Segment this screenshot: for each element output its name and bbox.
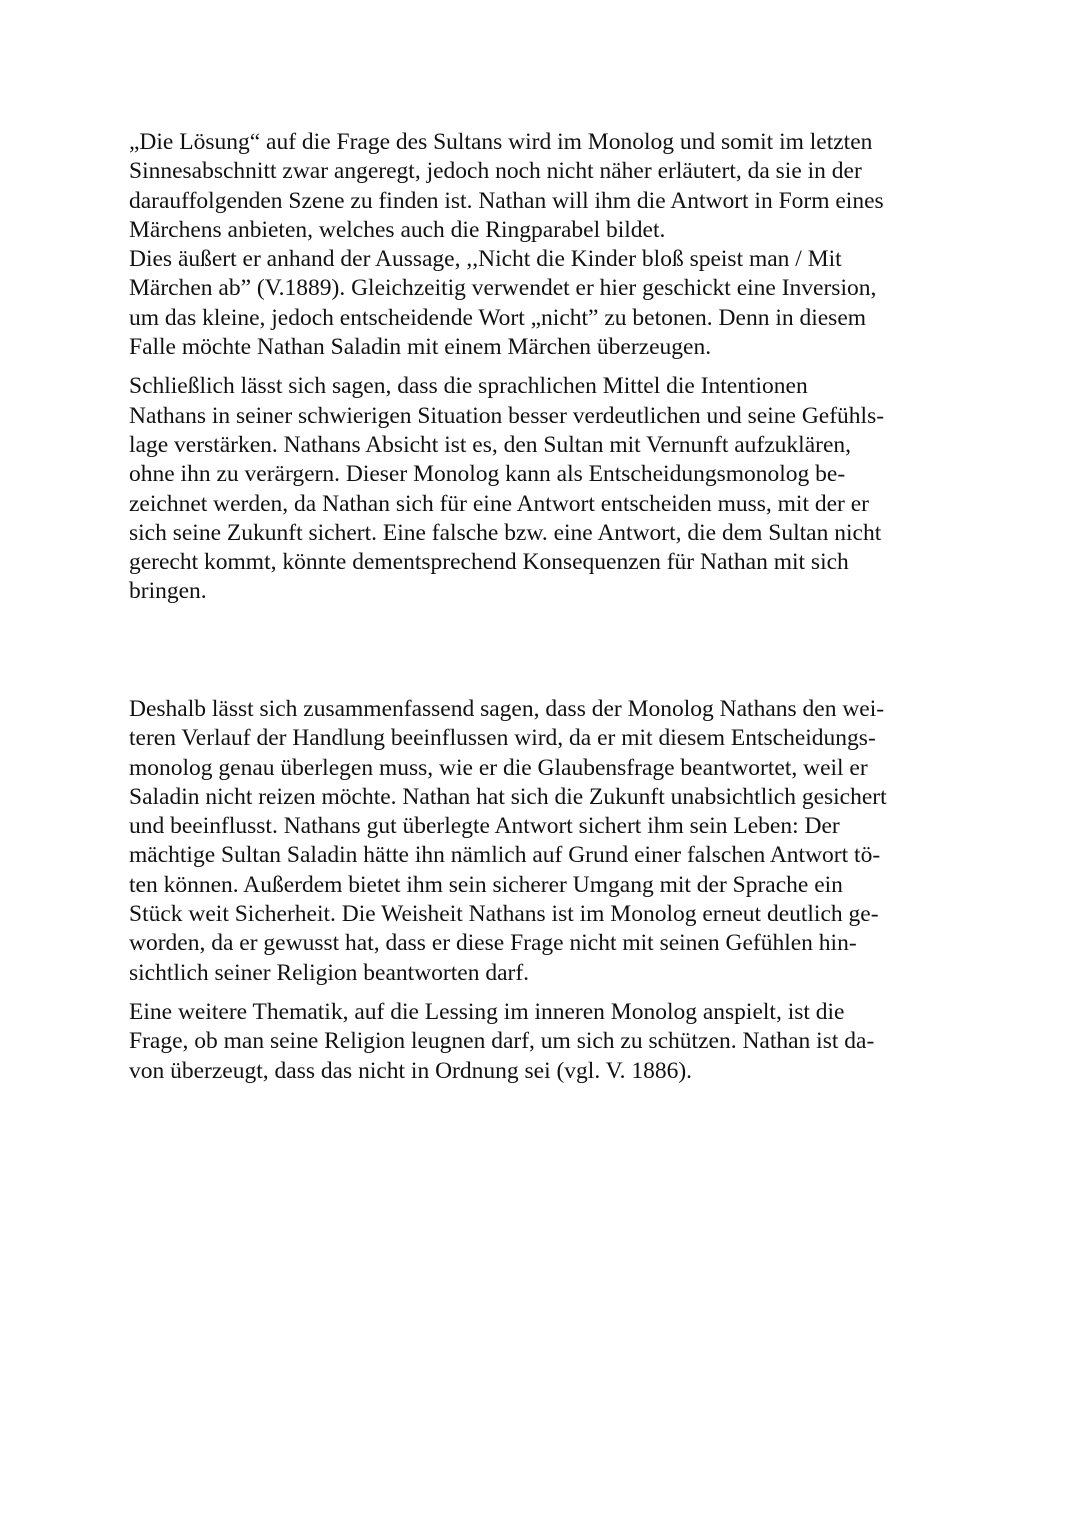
text-line: ten können. Außerdem bietet ihm sein sicherer Umgang mit der Sprache ein xyxy=(129,871,843,898)
paragraph xyxy=(129,128,959,362)
text-line: Falle möchte Nathan Saladin mit einem Märchen überzeugen. xyxy=(129,334,712,361)
paragraph xyxy=(129,695,959,988)
text-line: und beeinflusst. Nathans gut überlegte Antwort sichert ihm sein Leben: Der xyxy=(129,813,840,840)
text-line: Schließlich lässt sich sagen, dass die sprachlichen Mittel die Intentionen xyxy=(129,373,808,400)
text-line: „Die Lösung“ auf die Frage des Sultans wird im Monolog und somit im letzten xyxy=(129,129,873,155)
text-line: bringen. xyxy=(129,578,207,605)
text-line: sichtlich seiner Religion beantworten darf. xyxy=(129,959,530,986)
text-block-2 xyxy=(129,695,959,1086)
text-line: Dies äußert er anhand der Aussage, ,,Nicht die Kinder bloß speist man / Mit xyxy=(129,246,842,273)
text-line: Saladin nicht reizen möchte. Nathan hat sich die Zukunft unabsichtlich gesichert xyxy=(129,783,887,810)
text-line: von überzeugt, dass das nicht in Ordnung sei (vgl. V. 1886). xyxy=(129,1057,693,1084)
text-line: Eine weitere Thematik, auf die Lessing im inneren Monolog anspielt, ist die xyxy=(129,998,845,1025)
text-line: zeichnet werden, da Nathan sich für eine Antwort entscheiden muss, mit der er xyxy=(129,490,869,517)
text-line: Stück weit Sicherheit. Die Weisheit Nathans ist im Monolog erneut deutlich ge- xyxy=(129,901,879,928)
paragraph xyxy=(129,998,959,1086)
text-line: worden, da er gewusst hat, dass er diese Frage nicht mit seinen Gefühlen hin- xyxy=(129,930,857,957)
text-line: Frage, ob man seine Religion leugnen darf, um sich zu schützen. Nathan ist da- xyxy=(129,1028,875,1055)
text-line: Märchen ab” (V.1889). Gleichzeitig verwendet er hier geschickt eine Inversion, xyxy=(129,275,877,302)
text-line: teren Verlauf der Handlung beeinflussen wird, da er mit diesem Entscheidungs- xyxy=(129,725,876,752)
text-line: Sinnesabschnitt zwar angeregt, jedoch noch nicht näher erläutert, da sie in der xyxy=(129,158,862,185)
text-block-1 xyxy=(129,128,959,607)
text-line: Märchens anbieten, welches auch die Ringparabel bildet. xyxy=(129,216,666,243)
text-line: sich seine Zukunft sichert. Eine falsche bzw. eine Antwort, die dem Sultan nicht xyxy=(129,519,882,546)
text-line: lage verstärken. Nathans Absicht ist es, den Sultan mit Vernunft aufzuklären, xyxy=(129,431,852,458)
text-line: mächtige Sultan Saladin hätte ihn nämlich auf Grund einer falschen Antwort tö- xyxy=(129,842,881,869)
text-line: Deshalb lässt sich zusammenfassend sagen, dass der Monolog Nathans den wei- xyxy=(129,696,885,722)
text-line: darauffolgenden Szene zu finden ist. Nathan will ihm die Antwort in Form eines xyxy=(129,187,884,214)
text-line: gerecht kommt, könnte dementsprechend Konsequenzen für Nathan mit sich xyxy=(129,549,849,576)
paragraph xyxy=(129,372,959,606)
text-line: monolog genau überlegen muss, wie er die Glaubensfrage beantwortet, weil er xyxy=(129,754,868,781)
text-line: Nathans in seiner schwierigen Situation besser verdeutlichen und seine Gefühls- xyxy=(129,402,885,429)
text-line: um das kleine, jedoch entscheidende Wort „nicht” zu betonen. Denn in diesem xyxy=(129,304,867,331)
text-line: ohne ihn zu verärgern. Dieser Monolog kann als Entscheidungsmonolog be- xyxy=(129,461,846,488)
